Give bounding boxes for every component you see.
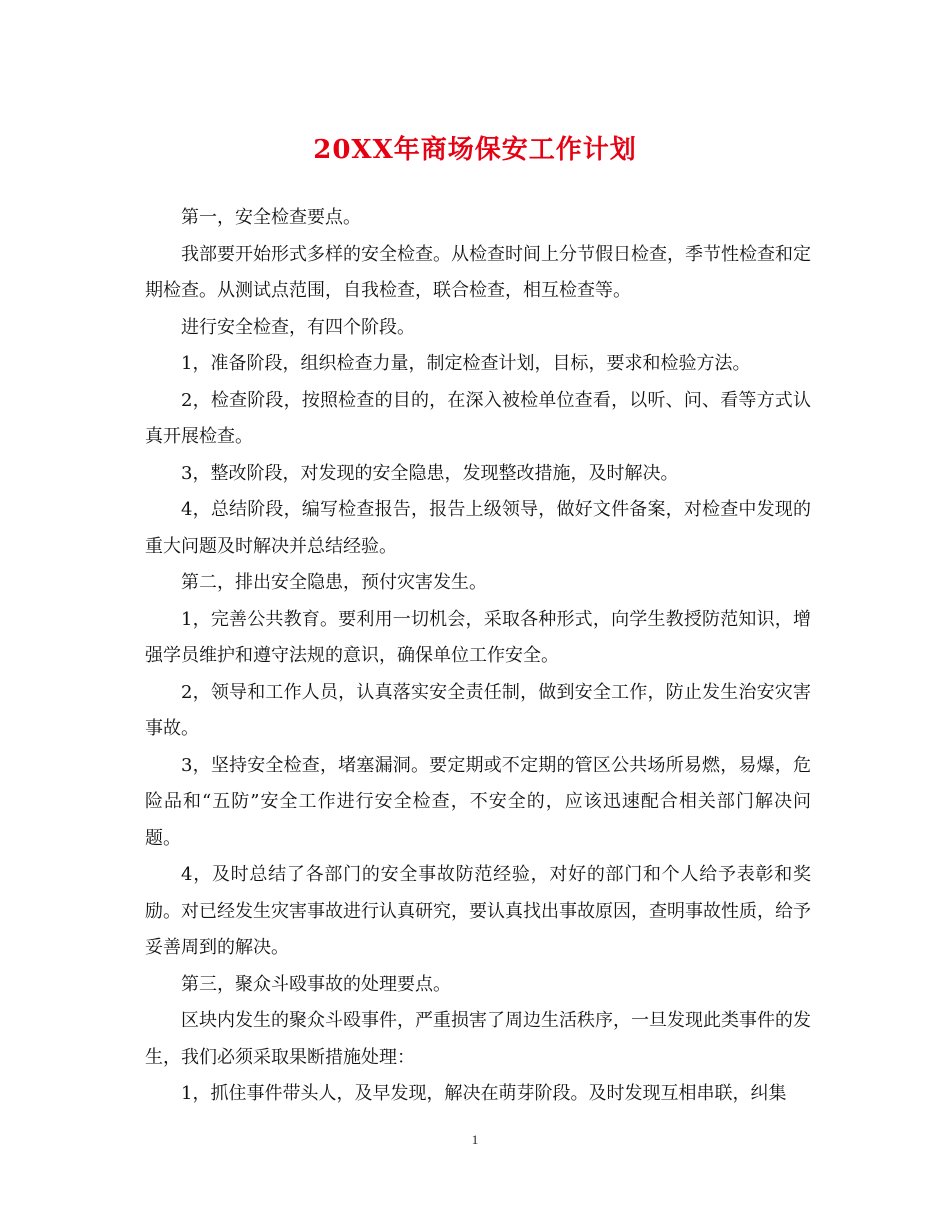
paragraph: 我部要开始形式多样的安全检查。从检查时间上分节假日检查，季节性检查和定期检查。从测试点范围，自我检查，联合检查，相互检查等。 xyxy=(145,243,811,301)
paragraph: 第三，聚众斗殴事故的处理要点。 xyxy=(181,973,451,995)
paragraph: 4，总结阶段，编写检查报告，报告上级领导，做好文件备案，对检查中发现的重大问题及时解决并总结经验。 xyxy=(145,499,811,557)
paragraph: 2，领导和工作人员，认真落实安全责任制，做到安全工作，防止发生治安灾害事故。 xyxy=(145,681,811,739)
page-number: 1 xyxy=(471,1132,479,1147)
paragraph: 1，抓住事件带头人，及早发现，解决在萌芽阶段。及时发现互相串联，纠集 xyxy=(181,1083,787,1104)
paragraph: 3，坚持安全检查，堵塞漏洞。要定期或不定期的管区公共场所易燃，易爆，危险品和“五防”安全工作进行安全检查，不安全的，应该迅速配合相关部门解决问题。 xyxy=(145,754,811,849)
document-title: 20XX年商场保安工作计划 xyxy=(313,135,637,165)
paragraph: 1，完善公共教育。要利用一切机会，采取各种形式，向学生教授防范知识，增强学员维护和遵守法规的意识，确保单位工作安全。 xyxy=(145,608,811,666)
document-body xyxy=(145,200,811,1113)
paragraph: 区块内发生的聚众斗殴事件，严重损害了周边生活秩序，一旦发现此类事件的发生，我们必须采取果断措施处理： xyxy=(145,1010,811,1068)
paragraph: 4，及时总结了各部门的安全事故防范经验，对好的部门和个人给予表彰和奖励。对已经发生灾害事故进行认真研究，要认真找出事故原因，查明事故性质，给予妥善周到的解决。 xyxy=(145,864,811,958)
paragraph: 3，整改阶段，对发现的安全隐患，发现整改措施，及时解决。 xyxy=(181,462,679,484)
paragraph: 第二，排出安全隐患，预付灾害发生。 xyxy=(181,572,487,593)
paragraph: 进行安全检查，有四个阶段。 xyxy=(181,316,415,338)
paragraph: 1，准备阶段，组织检查力量，制定检查计划，目标，要求和检验方法。 xyxy=(181,353,751,374)
paragraph: 2，检查阶段，按照检查的目的，在深入被检单位查看，以听、问、看等方式认真开展检查。 xyxy=(145,389,811,447)
paragraph: 第一，安全检查要点。 xyxy=(181,207,361,228)
